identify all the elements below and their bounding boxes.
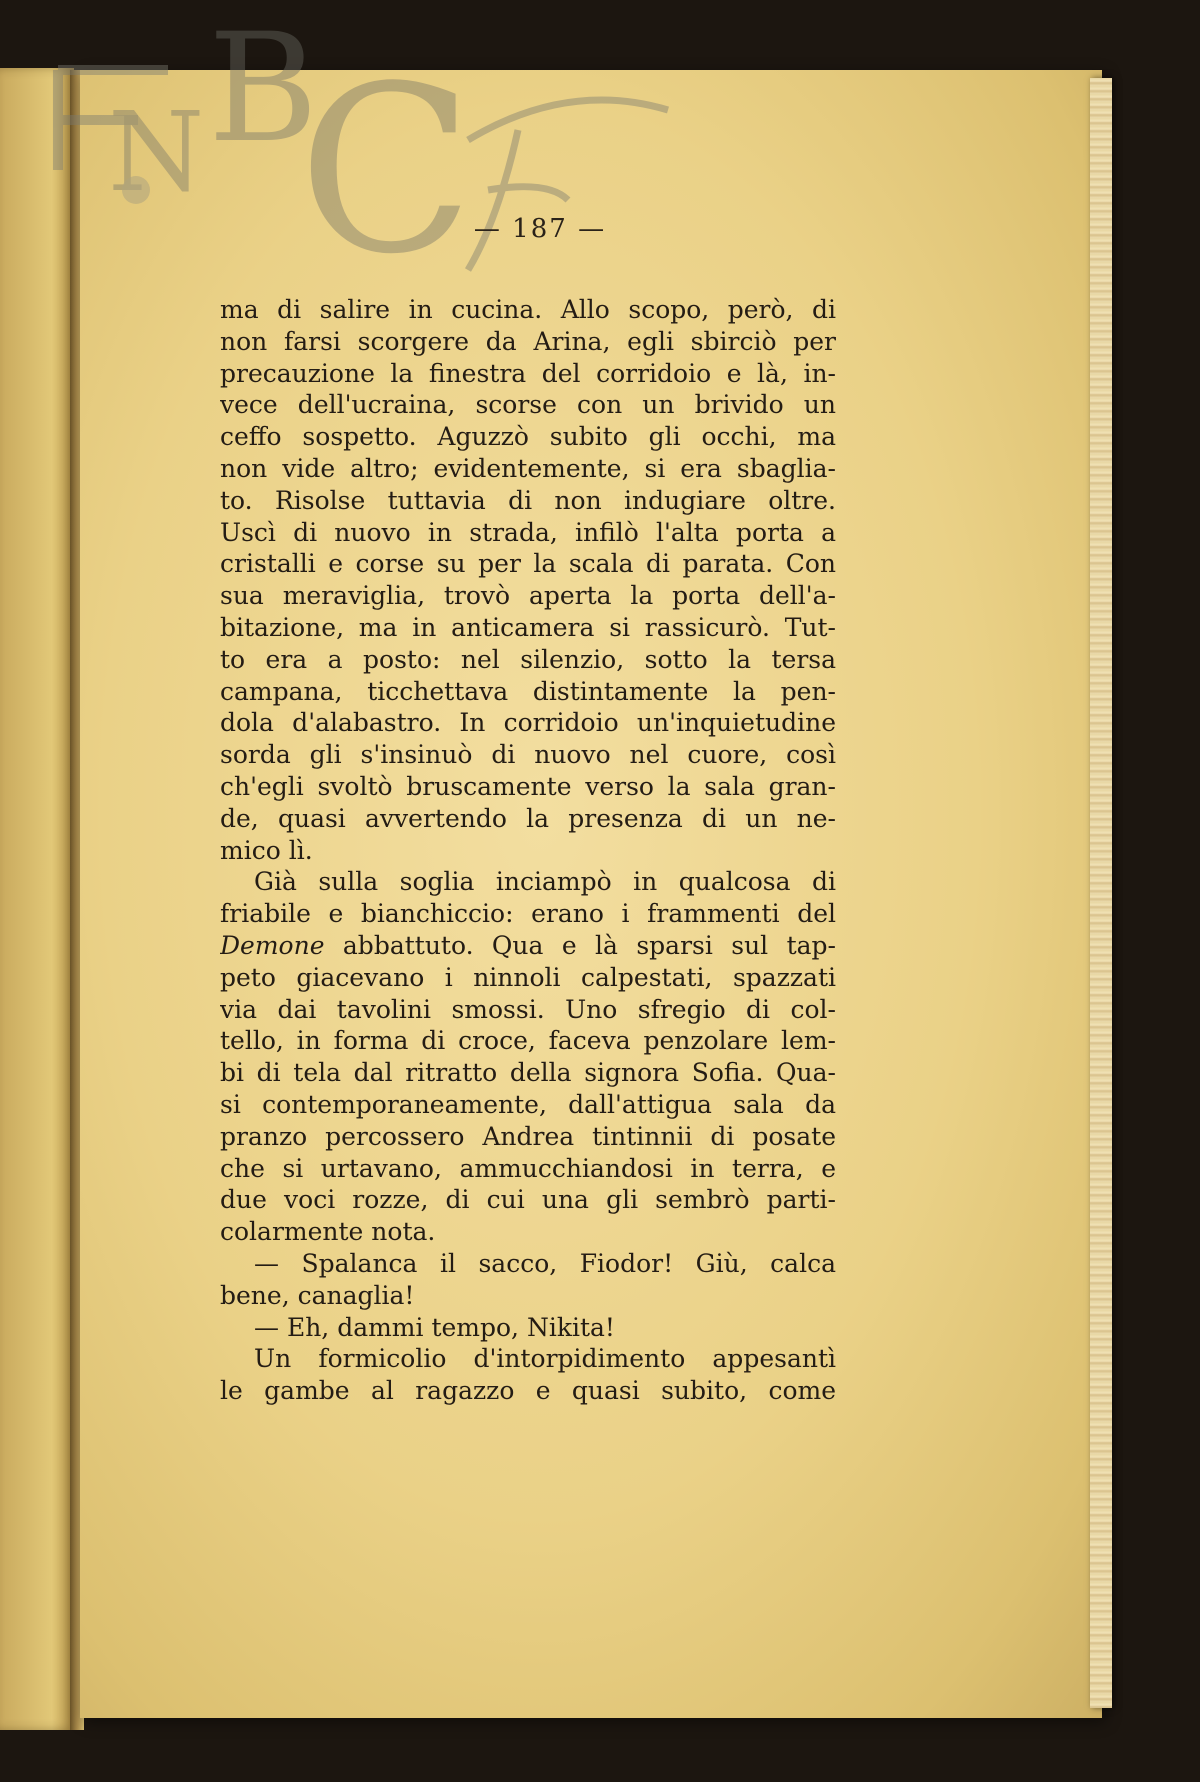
text-line: bene, canaglia!	[220, 1280, 415, 1310]
text-line: le gambe al ragazzo e quasi subito, come	[220, 1376, 836, 1406]
text-line-rest: abbattuto. Qua e là sparsi sul tap-	[342, 930, 836, 960]
text-line: peto giacevano i ninnoli calpestati, spazzati	[220, 962, 836, 992]
text-line: Già sulla soglia inciampò in qualcosa di	[254, 867, 836, 897]
text-line: due voci rozze, di cui una gli sembrò parti-	[220, 1185, 836, 1215]
text-line: to. Risolse tuttavia di non indugiare oltre.	[220, 485, 836, 515]
text-line: ma di salire in cucina. Allo scopo, però, di	[220, 295, 836, 324]
page-number: — 187 —	[473, 214, 607, 244]
text-line: via dai tavolini smossi. Uno sfregio di col-	[220, 994, 836, 1024]
text-line: mico lì.	[220, 835, 313, 865]
text-line: si contemporaneamente, dall'attigua sala da	[220, 1089, 836, 1119]
text-line: non farsi scorgere da Arina, egli sbirciò per	[220, 326, 836, 356]
text-line: ceffo sospetto. Aguzzò subito gli occhi, ma	[220, 422, 836, 452]
text-line: non vide altro; evidentemente, si era sbaglia-	[220, 453, 836, 483]
svg-text:B: B	[208, 20, 319, 176]
text-line: dola d'alabastro. In corridoio un'inquietudine	[220, 708, 836, 738]
body-text	[220, 294, 836, 1407]
italic-word: Demone	[220, 930, 325, 960]
text-line: sorda gli s'insinuò di nuovo nel cuore, così	[220, 740, 836, 770]
svg-text:N: N	[108, 88, 205, 216]
text-line-with-italic	[220, 930, 836, 962]
text-line: bitazione, ma in anticamera si rassicurò. Tut-	[220, 612, 836, 642]
text-line: campana, ticchettava distintamente la pen-	[220, 676, 836, 706]
text-line: Uscì di nuovo in strada, infilò l'alta porta a	[220, 517, 836, 547]
text-line: — Eh, dammi tempo, Nikita!	[254, 1312, 615, 1342]
text-line: ch'egli svoltò bruscamente verso la sala gran-	[220, 771, 836, 801]
text-line: Un formicolio d'intorpidimento appesantì	[254, 1344, 836, 1374]
text-line: vece dell'ucraina, scorse con un brivido un	[220, 390, 836, 420]
text-line: colarmente nota.	[220, 1217, 436, 1247]
text-line: friabile e bianchiccio: erano i frammenti del	[220, 899, 836, 929]
text-line: cristalli e corse su per la scala di parata. Con	[220, 549, 836, 579]
svg-text:C: C	[298, 38, 474, 280]
text-line: precauzione la finestra del corridoio e là, in-	[220, 358, 836, 388]
text-line: sua meraviglia, trovò aperta la porta dell'a-	[220, 581, 836, 611]
text-line: bi di tela dal ritratto della signora Sofia. Qua-	[220, 1058, 836, 1088]
text-line: pranzo percossero Andrea tintinnii di posate	[220, 1121, 836, 1151]
left-page-edge	[0, 68, 74, 1730]
page-fore-edge	[1090, 78, 1112, 1708]
text-line: che si urtavano, ammucchiandosi in terra, e	[220, 1153, 836, 1183]
text-line: to era a posto: nel silenzio, sotto la tersa	[220, 644, 836, 674]
text-line: — Spalanca il sacco, Fiodor! Giù, calca	[254, 1248, 836, 1278]
text-line: tello, in forma di croce, faceva penzolare lem-	[220, 1026, 836, 1056]
text-line: de, quasi avvertendo la presenza di un ne-	[220, 803, 836, 833]
